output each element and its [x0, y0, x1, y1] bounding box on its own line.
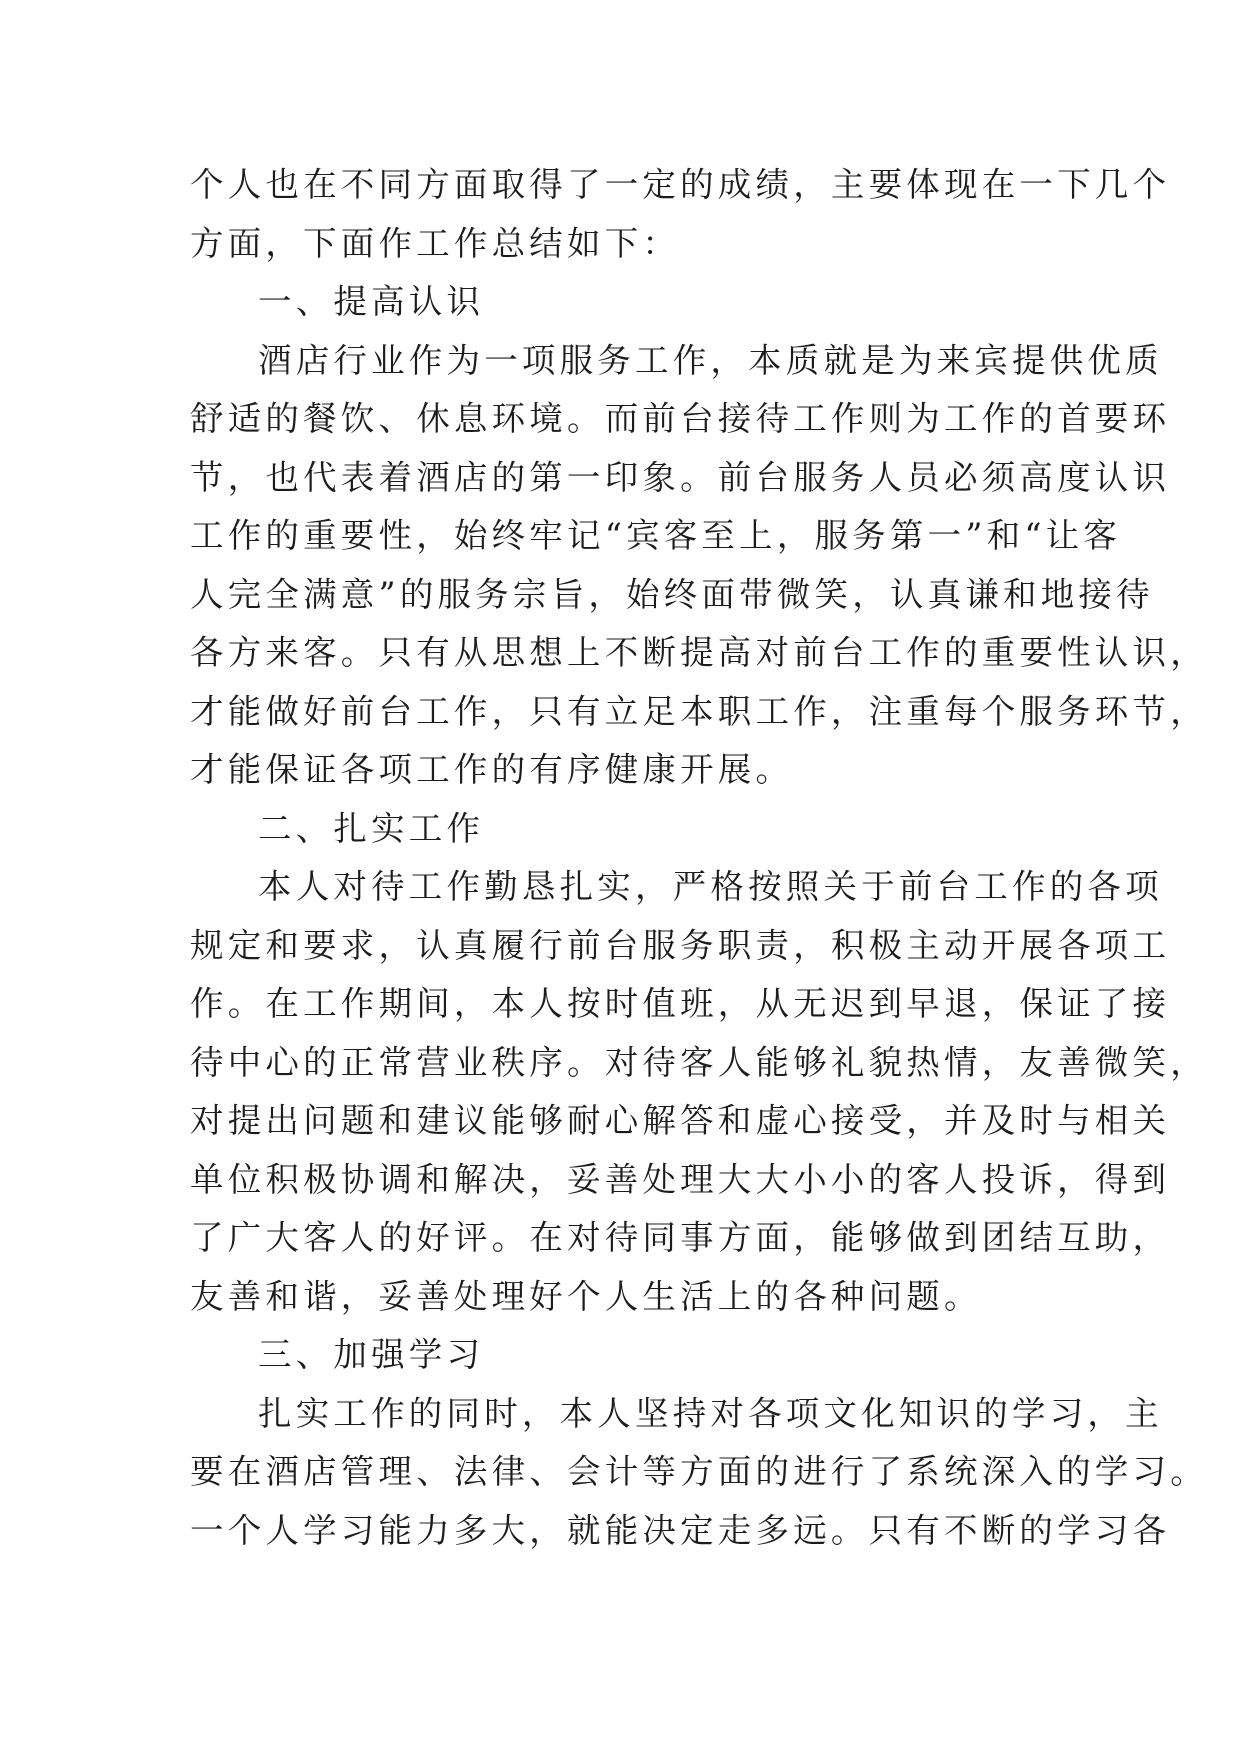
text-line: 规定和要求，认真履行前台服务职责，积极主动开展各项工 [190, 925, 1171, 965]
text-line: 个人也在不同方面取得了一定的成绩，主要体现在一下几个 [190, 165, 1171, 204]
text-line: 工作的重要性，始终牢记“宾客至上，服务第一”和“让客 [190, 516, 1122, 555]
text-line: 才能保证各项工作的有序健康开展。 [190, 750, 794, 789]
section-heading: 一、提高认识 [258, 282, 485, 321]
text-line: 方面，下面作工作总结如下： [190, 223, 681, 263]
section-heading: 三、加强学习 [258, 1335, 485, 1374]
section-heading: 二、扎实工作 [258, 808, 485, 848]
document-body [190, 156, 1208, 1560]
text-line: 单位积极协调和解决，妥善处理大大小小的客人投诉，得到 [190, 1159, 1171, 1199]
text-line: 一个人学习能力多大，就能决定走多远。只有不断的学习各 [190, 1510, 1171, 1550]
text-line: 对提出问题和建议能够耐心解答和虚心接受，并及时与相关 [190, 1101, 1171, 1140]
text-line: 待中心的正常营业秩序。对待客人能够礼貌热情，友善微笑， [190, 1042, 1208, 1082]
text-line: 要在酒店管理、法律、会计等方面的进行了系统深入的学习。 [190, 1452, 1208, 1491]
paragraph-start-line: 本人对待工作勤恳扎实，严格按照关于前台工作的各项 [258, 867, 1163, 906]
text-line: 友善和谐，妥善处理好个人生活上的各种问题。 [190, 1276, 982, 1316]
text-line: 才能做好前台工作，只有立足本职工作，注重每个服务环节， [190, 691, 1208, 731]
text-line: 节，也代表着酒店的第一印象。前台服务人员必须高度认识 [190, 457, 1171, 497]
text-line: 作。在工作期间，本人按时值班，从无迟到早退，保证了接 [190, 984, 1171, 1023]
text-line: 了广大客人的好评。在对待同事方面，能够做到团结互助， [190, 1218, 1171, 1257]
paragraph-start-line: 扎实工作的同时，本人坚持对各项文化知识的学习，主 [258, 1393, 1163, 1433]
text-line: 人完全满意”的服务宗旨，始终面带微笑，认真谦和地接待 [190, 574, 1154, 614]
text-line: 舒适的餐饮、休息环境。而前台接待工作则为工作的首要环 [190, 399, 1171, 438]
text-line: 各方来客。只有从思想上不断提高对前台工作的重要性认识， [190, 633, 1208, 672]
paragraph-start-line: 酒店行业作为一项服务工作，本质就是为来宾提供优质 [258, 340, 1163, 380]
